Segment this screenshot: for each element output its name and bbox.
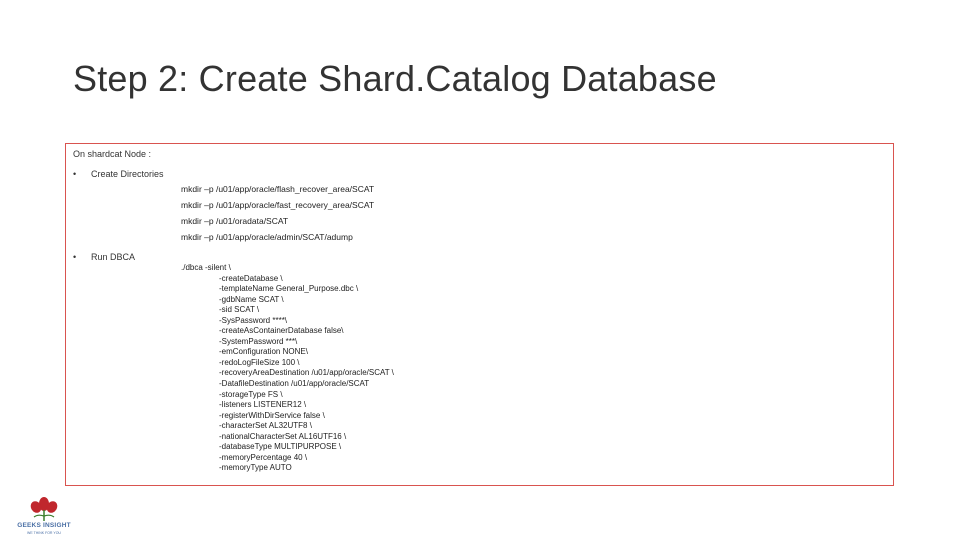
logo-name: GEEKS INSIGHT <box>17 522 71 529</box>
dbca-option: -SystemPassword ***\ <box>219 336 298 346</box>
slide-title: Step 2: Create Shard.Catalog Database <box>73 58 717 99</box>
dbca-command-block <box>181 263 394 474</box>
dbca-option: -SysPassword ****\ <box>219 315 288 325</box>
mkdir-command: mkdir –p /u01/app/oracle/fast_recovery_area/SCAT <box>181 200 375 210</box>
logo-tagline: WE THINK FOR YOU <box>27 531 61 535</box>
content-box <box>65 143 894 486</box>
dbca-option: -databaseType MULTIPURPOSE \ <box>219 442 342 452</box>
create-directories-label: Create Directories <box>91 169 164 179</box>
dbca-option: -createDatabase \ <box>219 273 283 283</box>
dbca-option: -templateName General_Purpose.dbc \ <box>219 284 359 294</box>
company-logo <box>10 496 78 538</box>
dbca-option: -redoLogFileSize 100 \ <box>219 357 300 367</box>
dbca-option: -memoryType AUTO <box>219 463 292 473</box>
bullet-run-dbca <box>73 252 136 262</box>
dbca-option: -createAsContainerDatabase false\ <box>219 326 344 336</box>
bullet-create-directories <box>73 169 164 179</box>
mkdir-command: mkdir –p /u01/app/oracle/flash_recover_area/SCAT <box>181 184 375 194</box>
dbca-option: -storageType FS \ <box>219 389 283 399</box>
dbca-option: -sid SCAT \ <box>219 305 260 315</box>
dbca-option: -memoryPercentage 40 \ <box>219 452 308 462</box>
dbca-option: -registerWithDirService false \ <box>219 410 325 420</box>
bullet-dot: • <box>73 169 77 179</box>
dbca-option: -DatafileDestination /u01/app/oracle/SCAT <box>219 379 370 389</box>
dbca-option: -nationalCharacterSet AL16UTF16 \ <box>219 431 347 441</box>
dbca-command: ./dbca -silent \ <box>181 263 231 272</box>
dbca-option: -listeners LISTENER12 \ <box>219 400 307 410</box>
flower-logo-icon <box>10 496 78 522</box>
run-dbca-label: Run DBCA <box>91 252 136 262</box>
bullet-dot: • <box>73 252 77 262</box>
dbca-option: -characterSet AL32UTF8 \ <box>219 421 312 431</box>
mkdir-command: mkdir –p /u01/app/oracle/admin/SCAT/adump <box>181 232 353 242</box>
dbca-option: -gdbName SCAT \ <box>219 294 284 304</box>
dbca-option: -recoveryAreaDestination /u01/app/oracle/SCAT \ <box>219 368 394 378</box>
dbca-option: -emConfiguration NONE\ <box>219 347 308 357</box>
node-label: On shardcat Node : <box>73 149 152 159</box>
mkdir-command: mkdir –p /u01/oradata/SCAT <box>181 216 289 226</box>
